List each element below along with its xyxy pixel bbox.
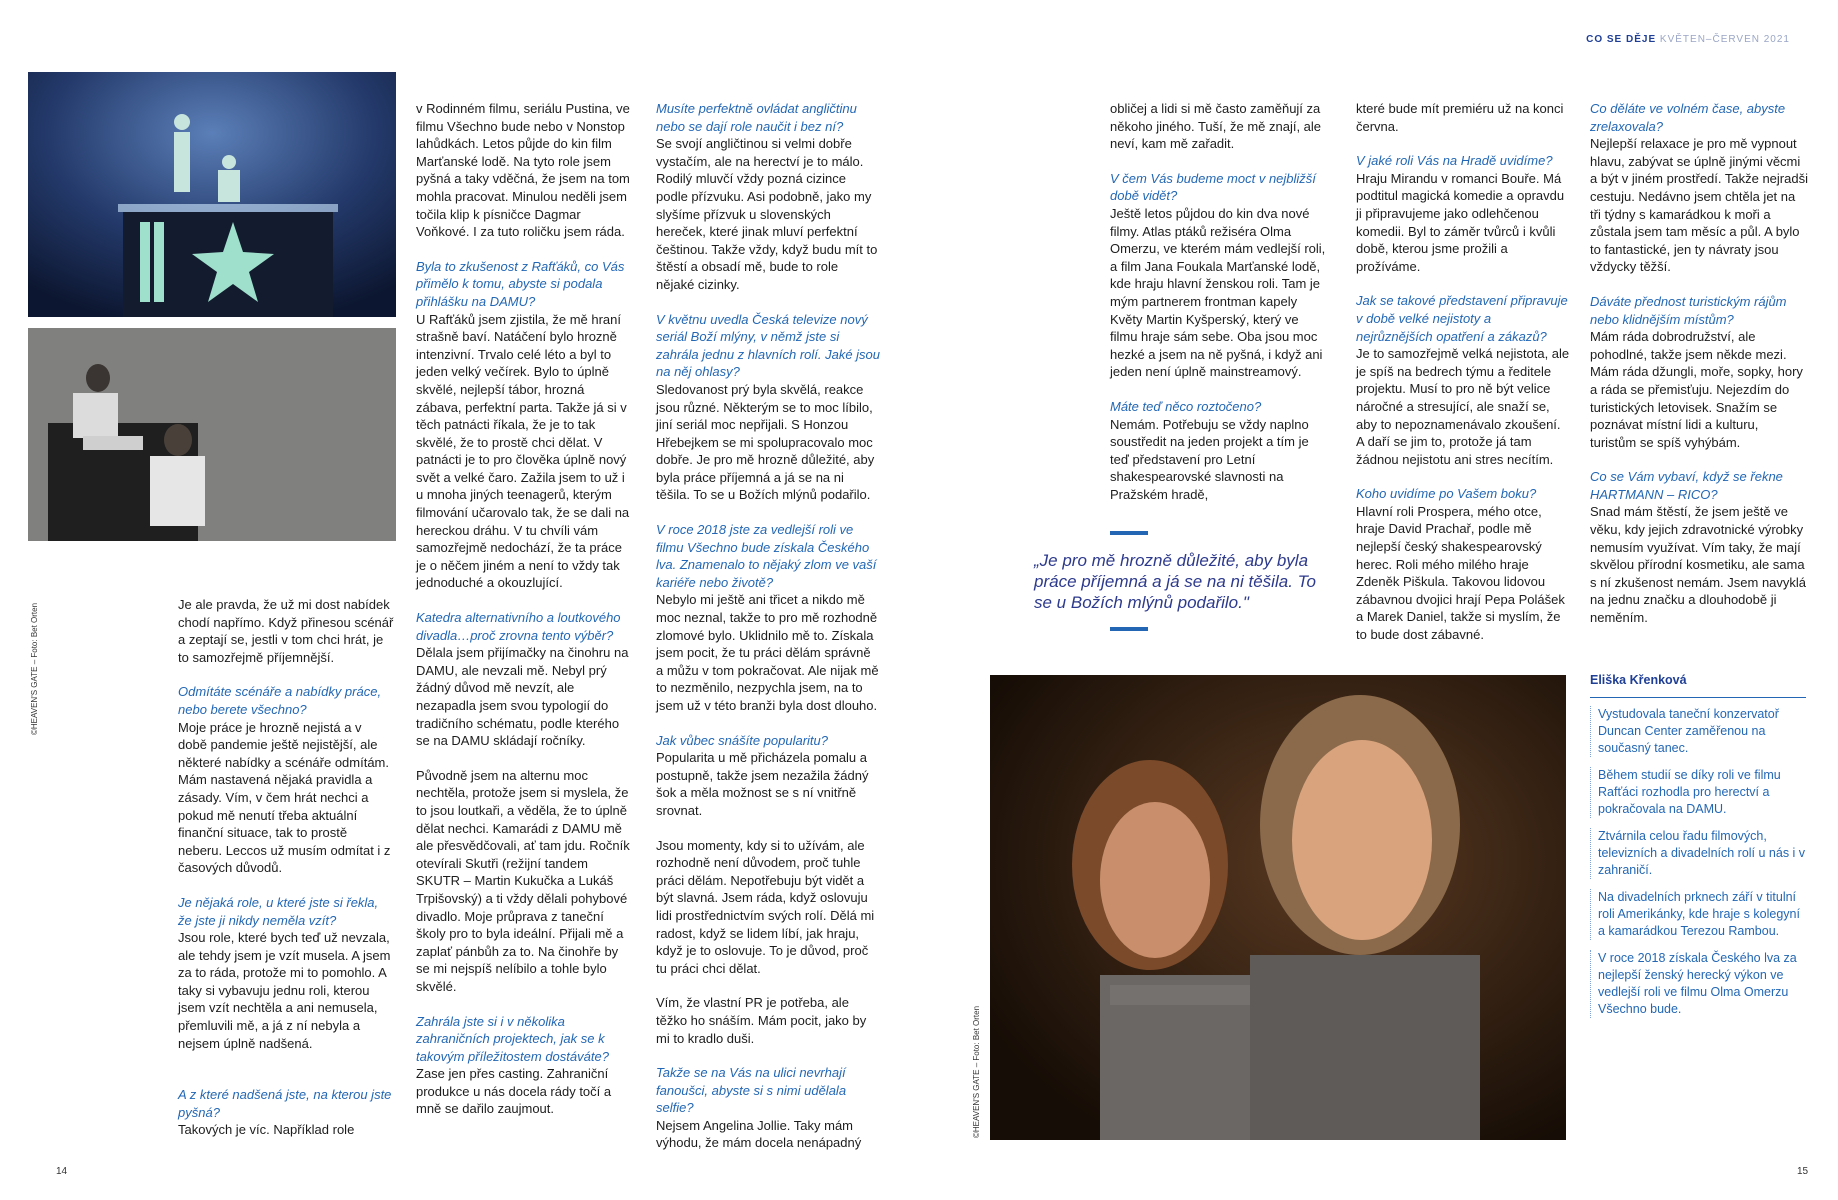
answer-text: Takových je víc. Například role	[178, 1122, 355, 1138]
answer-text: U Rafťáků jsem zjistila, že mě hraní strašně baví. Natáčení bylo hrozně intenzivní. Trvalo celé léto a byl to jeden velký večírek. Bylo to úplně skvělé, nejlepší tábor, hrozná zábava, perfektní parta. Takže já si v těch patnácti říkala, že je to tak skvělé, že to prostě chci dělat. V patnácti je to pro člověka úplně nový svět a velké čaro. Zažila jsem to už i u mnoha jiných teenagerů, kterým filmování učarovalo tak, že se dali na hereckou dráhu. V tu chvíli vám samozřejmě nedochází, že ta práce je o něčem jiném a není to vždy tak jednoduché a okouzlující.	[416, 311, 630, 591]
question-text: V roce 2018 jste za vedlejší roli ve filmu Všechno bude získala Českého lva. Znamenalo to nějaký zlom ve vaší kariéře nebo životě?	[656, 522, 877, 590]
answer-text: obličej a lidi si mě často zaměňují za někoho jiného. Tuší, že mě znají, ale neví, kam mě zařadit.	[1110, 101, 1322, 152]
qa-block	[1110, 170, 1326, 381]
issue-date: KVĚTEN–ČERVEN 2021	[1659, 34, 1790, 45]
question-text: V čem Vás budeme moct v nejbližší době vidět?	[1110, 170, 1316, 204]
profile-name: Eliška Křenková	[1590, 672, 1806, 698]
profile-item: Ztvárnila celou řadu filmových, televizních a divadelních rolí u nás i v zahraničí.	[1590, 828, 1806, 879]
stage-duo-image	[28, 328, 396, 541]
photo-credit-right: ©HEAVEN'S GATE – Foto: Bet Orten	[972, 1005, 981, 1138]
answer-text: Nejlepší relaxace je pro mě vypnout hlavu, zabývat se úplně jinými věcmi a být v jiném prostředí. Takže nejradši cestuju. Nedávno jsem chtěla jet na tři týdny s kamarádkou k moři a zůstala jsem tam měsíc a půl. A bylo to fantastické, jen ty návraty jsou vždycky těžší.	[1590, 136, 1808, 275]
answer-text: Jsou momenty, kdy si to užívám, ale rozhodně není důvodem, proč tuhle práci dělám. Nepotřebuju být vidět a být slavná. Jsem ráda, když oslovuju lidi prostřednictvím svých rolí. Dělá mi radost, když se lidem líbí, jak hraju, když je to oslovuje. To je důvod, proč tu práci chci dělat.	[656, 837, 875, 976]
question-text: Koho uvidíme po Vašem boku?	[1356, 486, 1537, 502]
qa-block	[656, 100, 880, 294]
qa-block	[656, 1064, 880, 1152]
qa-block	[656, 521, 880, 715]
section-name: CO SE DĚJE	[1586, 34, 1657, 45]
question-text: Co se Vám vybaví, když se řekne HARTMANN – RICO?	[1590, 469, 1783, 502]
answer-text: Jsou role, které bych teď už nevzala, ale tehdy jsem je vzít musela. A jsem za to ráda, protože mi to pomohlo. A taky si vybavuju jednu roli, kterou jsem vzít nechtěla a ani nemusela, přemluvili mě, a já z ní nebyla a nejsem úplně nadšená.	[178, 930, 391, 1051]
question-text: Co děláte ve volném čase, abyste zrelaxovala?	[1590, 101, 1786, 134]
question-text: Jak vůbec snášíte popularitu?	[656, 732, 828, 748]
answer-text: které bude mít premiéru už na konci června.	[1356, 101, 1564, 134]
qa-block	[1110, 398, 1326, 504]
profile-item: Vystudovala taneční konzervatoř Duncan Center zaměřenou na současný tanec.	[1590, 706, 1806, 757]
portrait-image	[990, 675, 1566, 1140]
answer-text: Ještě letos půjdou do kin dva nové filmy. Atlas ptáků režiséra Olma Omerzu, ve kterém mám vedlejší roli, a film Jana Foukala Marťanské lodě, kde hraju hlavní ženskou roli. Tam je mým partnerem frontman kapely Květy Martin Kyšperský, který ve filmu hraje sám sebe. Oba jsou moc hezké a jsem na ně pyšná, i když ani jeden není úplně mainstreamový.	[1110, 205, 1326, 380]
qa-block	[416, 609, 632, 750]
question-text: Jak se takové představení připravuje v době velké nejistoty a nejrůznějších opatření a zákazů?	[1356, 293, 1568, 344]
question-text: Zahrála jste si i v několika zahraničních projektech, jak se k takovým příležitostem dostáváte?	[416, 1013, 609, 1064]
section-header	[1586, 34, 1790, 45]
stage-photo-star	[28, 72, 396, 317]
qa-block	[178, 894, 394, 1052]
qa-block	[178, 683, 394, 877]
qa-block	[1356, 485, 1570, 643]
answer-text: Snad mám štěstí, že jsem ještě ve věku, kdy jejich zdravotnické výrobky nemusím využívat. Vím taky, že mají skvělou přírodní kosmetiku, ale sama s ní zkušenost nemám. Jsem navyklá na jednu značku a dlouhodobě ji neměním.	[1590, 504, 1807, 626]
answer-text: Nemám. Potřebuju se vždy naplno soustředit na jeden projekt a tím je teď představení pro Letní shakespearovské slavnosti na Pražském hradě,	[1110, 416, 1309, 502]
page-number-right: 15	[1797, 1166, 1809, 1177]
profile-item: V roce 2018 získala Českého lva za nejlepší ženský herecký výkon ve vedlejší roli ve filmu Olma Omerzu Všechno bude.	[1590, 950, 1806, 1018]
qa-block	[416, 1013, 632, 1119]
question-text: Takže se na Vás na ulici nevrhají fanoušci, abyste si s nimi udělala selfie?	[656, 1065, 847, 1116]
article-column-6	[1590, 100, 1808, 644]
qa-block	[1590, 100, 1808, 276]
qa-block	[1356, 152, 1570, 275]
question-text: Katedra alternativního a loutkového divadla…proč zrovna tento výběr?	[416, 610, 621, 643]
page-number-left: 14	[56, 1166, 68, 1177]
pullquote-bar	[1110, 627, 1148, 631]
portrait-photo	[990, 675, 1566, 1140]
question-text: A z které nadšená jste, na kterou jste pyšná?	[178, 1087, 392, 1120]
profile-item: Během studií se díky roli ve filmu Rafťáci rozhodla pro herectví a pokračovala na DAMU.	[1590, 767, 1806, 818]
answer-text: Se svojí angličtinou si velmi dobře vystačím, ale na herectví je to málo. Rodilý mluvčí vždy pozná cizince podle přízvuku. Asi podobně, jako my slyšíme přízvuk u slovenských hereček, které jinak mluví perfektní češtinou. Takže vždy, když budu mít to štěstí a obsadí mě, bude to role nějaké cizinky.	[656, 136, 878, 292]
question-text: Je nějaká role, u které jste si řekla, že jste ji nikdy neměla vzít?	[178, 894, 379, 928]
paragraph	[416, 100, 632, 241]
qa-block	[178, 1086, 394, 1139]
paragraph	[1356, 100, 1570, 135]
question-text: V jaké roli Vás na Hradě uvidíme?	[1356, 153, 1553, 169]
answer-text: Mám ráda dobrodružství, ale pohodlné, takže jsem někde mezi. Mám ráda džungli, moře, sopky, hory a ráda se přemisťuju. Nejezdím do turistických letovisek. Snažím se poznávat místní lidi a kulturu, turistům se spíš vyhýbám.	[1590, 329, 1803, 450]
answer-text: Hlavní roli Prospera, mého otce, hraje David Prachař, podle mě nejlepší český shakespearovský herec. Roli mého milého hraje Zdeněk Piškula. Takovou lidovou zábavnou dvojici hrají Pepa Polášek a Marek Daniel, takže si myslím, že to bude dost zábavné.	[1356, 503, 1565, 643]
article-column-3	[656, 100, 880, 1169]
answer-text: Dělala jsem přijímačky na činohru na DAMU, ale nevzali mě. Nebyl prý žádný důvod mě nevzít, ale nezapadla jsem svou typologií do tradičního schématu, podle kterého se na DAMU skládají ročníky.	[416, 645, 629, 749]
question-text: Dáváte přednost turistickým rájům nebo klidnějším místům?	[1590, 293, 1787, 327]
answer-text: Sledovanost prý byla skvělá, reakce jsou různé. Některým se to moc líbilo, jiní seriál moc nepřijali. S Honzou Hřebejkem se mi spolupracovalo moc dobře. Je pro mě hrozně důležité, aby byla práce příjemná a já se na ni těšila. To se u Božích mlýnů podařilo.	[656, 381, 875, 503]
article-column-4	[1110, 100, 1326, 520]
article-column-1	[178, 596, 394, 1156]
photo-credit-left: ©HEAVEN'S GATE – Foto: Bet Orten	[30, 602, 39, 735]
answer-text: Moje práce je hrozně nejistá a v době pandemie ještě nejistější, ale některé nabídky a scénáře odmítám. Mám nastavená nějaká pravidla a zásady. Vím, v čem hrát nechci a pokud mě nenutí třeba aktuální finanční situace, tak to prostě neberu. Leccos už musím odmítat i z časových důvodů.	[178, 719, 391, 876]
article-column-5	[1356, 100, 1570, 661]
stage-star-image	[28, 72, 396, 317]
question-text: V květnu uvedla Česká televize nový seriál Boží mlýny, v němž jste si zahrála jednu z hlavních rolí. Jaké jsou na něj ohlasy?	[656, 311, 881, 380]
qa-block	[416, 258, 632, 592]
answer-text: Hraju Mirandu v romanci Bouře. Má podtitul magická komedie a opravdu ji připravujeme jako odlehčenou komedii. Byl to záměr tvůrců i kvůli době, kterou jsme prožili a prožíváme.	[1356, 170, 1565, 274]
pullquote-bar	[1110, 531, 1148, 535]
paragraph	[656, 994, 880, 1047]
paragraph	[656, 837, 880, 978]
question-text: Odmítáte scénáře a nabídky práce, nebo berete všechno?	[178, 684, 382, 717]
profile-box	[1590, 672, 1806, 1028]
answer-text: Je ale pravda, že už mi dost nabídek chodí napřímo. Když přinesou scénář a zeptají se, jestli v tom chci hrát, je to samozřejmě příjemnější.	[178, 597, 394, 665]
question-text: Byla to zkušenost z Rafťáků, co Vás přimělo k tomu, abyste si podala přihlášku na DAMU?	[416, 258, 625, 309]
answer-text: Nejsem Angelina Jollie. Taky mám výhodu, že mám docela nenápadný	[656, 1117, 862, 1151]
paragraph	[416, 767, 632, 996]
qa-block	[1356, 292, 1570, 468]
answer-text: v Rodinném filmu, seriálu Pustina, ve filmu Všechno bude nebo v Nonstop lahůdkách. Letos půjde do kin film Marťanské lodě. Na tyto role jsem pyšná a taky vděčná, že jsem na tom mohla pracovat. Minulou neděli jsem točila klip k písničce Dagmar Voňkové. I za tuto roličku jsem ráda.	[416, 101, 630, 240]
stage-photo-duo	[28, 328, 396, 541]
pullquote: „Je pro mě hrozně důležité, aby byla práce příjemná a já se na ni těšila. To se u Božích mlýnů podařilo."	[1034, 551, 1316, 612]
paragraph	[178, 596, 394, 666]
question-text: Máte teď něco roztočeno?	[1110, 398, 1262, 414]
question-text: Musíte perfektně ovládat angličtinu nebo se dají role naučit i bez ní?	[656, 101, 857, 134]
paragraph	[1110, 100, 1326, 153]
qa-block	[1590, 293, 1808, 451]
article-column-2	[416, 100, 632, 1135]
profile-item: Na divadelních prknech září v titulní roli Amerikánky, kde hraje s kolegyní a kamarádkou Terezou Rambou.	[1590, 889, 1806, 940]
answer-text: Nebylo mi ještě ani třicet a nikdo mě moc neznal, takže to pro mě rozhodně zlomové bylo. Uklidnilo mě to. Získala jsem pocit, že tu práci dělám správně a můžu v tom pokračovat. Ale nijak mě to nezměnilo, nezpychla jsem, na to jsem už v této branži byla dost dlouho.	[656, 592, 879, 713]
qa-block	[656, 732, 880, 820]
answer-text: Zase jen přes casting. Zahraniční produkce u nás docela rády točí a mně se dařilo zaujmout.	[416, 1066, 612, 1117]
answer-text: Vím, že vlastní PR je potřeba, ale těžko ho snáším. Mám pocit, jako by mi to kradlo duši.	[656, 995, 867, 1046]
qa-block	[1590, 468, 1808, 626]
answer-text: Původně jsem na alternu moc nechtěla, protože jsem si myslela, že to jsou loutkaři, a věděla, že to úplně dělat nechci. Kamarádi z DAMU mě ale přesvědčovali, ať tam jdu. Ročník otevírali Skutři (režijní tandem SKUTR – Martin Kukučka a Lukáš Trpišovský) a ti vždy dělali pohybové divadlo. Moje průprava z taneční školy pro to byla ideální. Přijali mě a zaplať pánbůh za to. Na činohře by se mi nejspíš nelíbilo a tohle bylo skvělé.	[416, 767, 630, 994]
answer-text: Popularita u mě přicházela pomalu a postupně, takže jsem nezažila žádný šok a měla možnost se s ní vnitřně srovnat.	[656, 750, 869, 818]
qa-block	[656, 311, 880, 505]
answer-text: Je to samozřejmě velká nejistota, ale je spíš na bedrech týmu a ředitele projektu. Musí to pro ně být velice náročné a stresující, ale snaží se, aby to nepoznamenávalo zkoušení. A daří se jim to, protože já tam žádnou nejistotu ani stres necítím.	[1356, 346, 1570, 467]
